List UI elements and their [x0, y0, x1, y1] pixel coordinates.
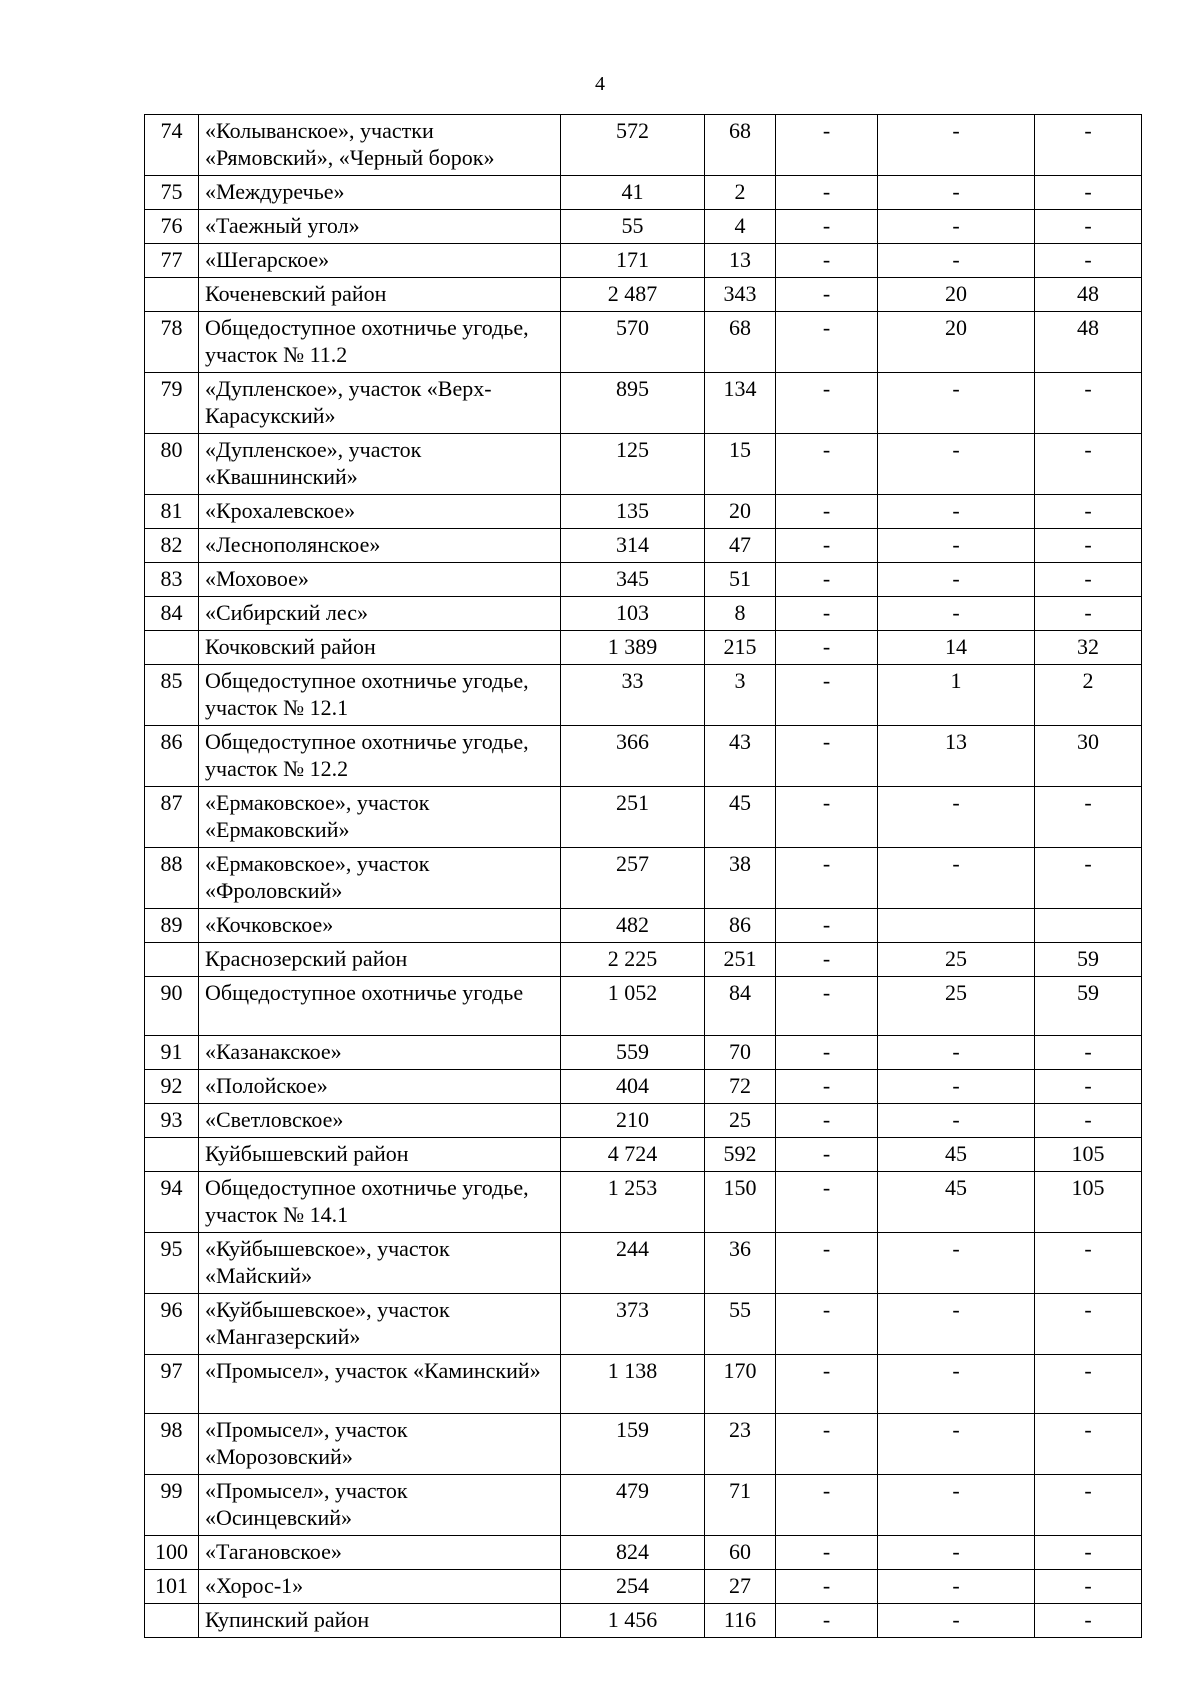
value-cell-1: 1 389 [561, 631, 705, 665]
page-number: 4 [595, 73, 605, 95]
value-cell-3: - [776, 176, 878, 210]
district-total-row [145, 1604, 1142, 1638]
value-cell-2: 343 [705, 278, 776, 312]
value-cell-3: - [776, 1536, 878, 1570]
value-cell-1: 479 [561, 1475, 705, 1536]
value-cell-2: 45 [705, 787, 776, 848]
value-cell-3: - [776, 943, 878, 977]
hunting-ground-name-cell: «Промысел», участок «Каминский» [199, 1355, 561, 1414]
value-cell-2: 2 [705, 176, 776, 210]
value-cell-5: - [1035, 1294, 1142, 1355]
value-cell-3: - [776, 1070, 878, 1104]
value-cell-4: - [878, 1570, 1035, 1604]
value-cell-2: 36 [705, 1233, 776, 1294]
table-row [145, 787, 1142, 848]
row-number-cell: 82 [145, 529, 199, 563]
value-cell-2: 4 [705, 210, 776, 244]
value-cell-4: - [878, 1355, 1035, 1414]
value-cell-4: - [878, 1604, 1035, 1638]
value-cell-1: 251 [561, 787, 705, 848]
value-cell-4: 25 [878, 977, 1035, 1036]
value-cell-4: 13 [878, 726, 1035, 787]
value-cell-2: 43 [705, 726, 776, 787]
hunting-ground-name-cell: «Ермаковское», участок «Фроловский» [199, 848, 561, 909]
table-row [145, 495, 1142, 529]
value-cell-4: - [878, 1070, 1035, 1104]
row-number-cell: 89 [145, 909, 199, 943]
value-cell-3: - [776, 787, 878, 848]
value-cell-4: - [878, 495, 1035, 529]
hunting-ground-name-cell: «Моховое» [199, 563, 561, 597]
table-row [145, 373, 1142, 434]
value-cell-3: - [776, 1036, 878, 1070]
value-cell-1: 159 [561, 1414, 705, 1475]
row-number-cell: 83 [145, 563, 199, 597]
value-cell-5: 48 [1035, 278, 1142, 312]
value-cell-2: 25 [705, 1104, 776, 1138]
row-number-cell [145, 278, 199, 312]
value-cell-5: - [1035, 373, 1142, 434]
value-cell-2: 71 [705, 1475, 776, 1536]
row-number-cell: 76 [145, 210, 199, 244]
value-cell-1: 366 [561, 726, 705, 787]
value-cell-1: 171 [561, 244, 705, 278]
hunting-ground-name-cell: «Промысел», участок «Морозовский» [199, 1414, 561, 1475]
value-cell-5: - [1035, 563, 1142, 597]
value-cell-4: - [878, 1104, 1035, 1138]
value-cell-2: 3 [705, 665, 776, 726]
value-cell-2: 215 [705, 631, 776, 665]
hunting-ground-name-cell: Купинский район [199, 1604, 561, 1638]
value-cell-4: - [878, 1414, 1035, 1475]
hunting-ground-name-cell: Кочковский район [199, 631, 561, 665]
hunting-ground-name-cell: «Шегарское» [199, 244, 561, 278]
table-row [145, 1536, 1142, 1570]
value-cell-2: 55 [705, 1294, 776, 1355]
value-cell-2: 68 [705, 312, 776, 373]
value-cell-4: - [878, 244, 1035, 278]
table-row [145, 563, 1142, 597]
value-cell-1: 41 [561, 176, 705, 210]
value-cell-2: 84 [705, 977, 776, 1036]
table-row [145, 176, 1142, 210]
value-cell-1: 572 [561, 115, 705, 176]
district-total-row [145, 631, 1142, 665]
value-cell-5: 2 [1035, 665, 1142, 726]
value-cell-4: 1 [878, 665, 1035, 726]
hunting-ground-name-cell: «Сибирский лес» [199, 597, 561, 631]
value-cell-1: 314 [561, 529, 705, 563]
hunting-ground-name-cell: «Казанакское» [199, 1036, 561, 1070]
value-cell-2: 116 [705, 1604, 776, 1638]
table-row [145, 210, 1142, 244]
value-cell-4: - [878, 529, 1035, 563]
value-cell-2: 592 [705, 1138, 776, 1172]
value-cell-3: - [776, 1570, 878, 1604]
value-cell-4: 25 [878, 943, 1035, 977]
value-cell-2: 86 [705, 909, 776, 943]
hunting-ground-name-cell: Общедоступное охотничье угодье, участок № 12.2 [199, 726, 561, 787]
hunting-ground-name-cell: «Полойское» [199, 1070, 561, 1104]
table-row [145, 1233, 1142, 1294]
hunting-ground-name-cell: Куйбышевский район [199, 1138, 561, 1172]
value-cell-5: - [1035, 597, 1142, 631]
value-cell-4: - [878, 434, 1035, 495]
hunting-ground-name-cell: «Крохалевское» [199, 495, 561, 529]
hunting-ground-name-cell: «Междуречье» [199, 176, 561, 210]
table-row [145, 848, 1142, 909]
row-number-cell: 96 [145, 1294, 199, 1355]
value-cell-3: - [776, 1604, 878, 1638]
value-cell-3: - [776, 848, 878, 909]
row-number-cell [145, 1604, 199, 1638]
value-cell-2: 15 [705, 434, 776, 495]
value-cell-4: - [878, 1036, 1035, 1070]
value-cell-3: - [776, 977, 878, 1036]
hunting-ground-name-cell: «Леснополянское» [199, 529, 561, 563]
value-cell-5: 105 [1035, 1172, 1142, 1233]
value-cell-1: 404 [561, 1070, 705, 1104]
value-cell-1: 135 [561, 495, 705, 529]
value-cell-2: 51 [705, 563, 776, 597]
value-cell-4: - [878, 563, 1035, 597]
value-cell-5: - [1035, 1233, 1142, 1294]
value-cell-5: 59 [1035, 977, 1142, 1036]
value-cell-2: 72 [705, 1070, 776, 1104]
row-number-cell: 81 [145, 495, 199, 529]
row-number-cell: 77 [145, 244, 199, 278]
value-cell-4: - [878, 1294, 1035, 1355]
value-cell-2: 13 [705, 244, 776, 278]
row-number-cell: 90 [145, 977, 199, 1036]
value-cell-2: 60 [705, 1536, 776, 1570]
value-cell-3: - [776, 373, 878, 434]
value-cell-3: - [776, 1172, 878, 1233]
value-cell-1: 345 [561, 563, 705, 597]
hunting-ground-name-cell: «Кочковское» [199, 909, 561, 943]
row-number-cell: 92 [145, 1070, 199, 1104]
value-cell-1: 2 487 [561, 278, 705, 312]
hunting-ground-name-cell: «Дупленское», участок «Верх-Карасукский» [199, 373, 561, 434]
hunting-ground-name-cell: Краснозерский район [199, 943, 561, 977]
table-row [145, 1036, 1142, 1070]
row-number-cell: 85 [145, 665, 199, 726]
table-row [145, 312, 1142, 373]
value-cell-4: - [878, 848, 1035, 909]
value-cell-4: - [878, 1233, 1035, 1294]
value-cell-4: 14 [878, 631, 1035, 665]
value-cell-3: - [776, 631, 878, 665]
hunting-ground-name-cell: «Хорос-1» [199, 1570, 561, 1604]
value-cell-3: - [776, 1233, 878, 1294]
value-cell-2: 38 [705, 848, 776, 909]
row-number-cell: 75 [145, 176, 199, 210]
row-number-cell: 91 [145, 1036, 199, 1070]
value-cell-2: 170 [705, 1355, 776, 1414]
value-cell-1: 210 [561, 1104, 705, 1138]
row-number-cell [145, 1138, 199, 1172]
value-cell-1: 4 724 [561, 1138, 705, 1172]
value-cell-4: - [878, 1536, 1035, 1570]
value-cell-5: 32 [1035, 631, 1142, 665]
value-cell-5: - [1035, 210, 1142, 244]
value-cell-2: 20 [705, 495, 776, 529]
value-cell-1: 244 [561, 1233, 705, 1294]
hunting-ground-name-cell: Коченевский район [199, 278, 561, 312]
value-cell-1: 254 [561, 1570, 705, 1604]
value-cell-1: 257 [561, 848, 705, 909]
table-row [145, 1104, 1142, 1138]
row-number-cell: 97 [145, 1355, 199, 1414]
value-cell-5: - [1035, 1036, 1142, 1070]
row-number-cell: 93 [145, 1104, 199, 1138]
value-cell-1: 824 [561, 1536, 705, 1570]
value-cell-3: - [776, 495, 878, 529]
value-cell-1: 373 [561, 1294, 705, 1355]
value-cell-3: - [776, 563, 878, 597]
value-cell-5: - [1035, 1536, 1142, 1570]
value-cell-5: 105 [1035, 1138, 1142, 1172]
table-row [145, 597, 1142, 631]
value-cell-4: 45 [878, 1138, 1035, 1172]
value-cell-4: 20 [878, 312, 1035, 373]
value-cell-3: - [776, 278, 878, 312]
value-cell-5: - [1035, 1570, 1142, 1604]
table-row [145, 665, 1142, 726]
row-number-cell: 84 [145, 597, 199, 631]
value-cell-3: - [776, 665, 878, 726]
value-cell-5: - [1035, 495, 1142, 529]
value-cell-4: - [878, 176, 1035, 210]
value-cell-5: - [1035, 529, 1142, 563]
hunting-ground-name-cell: «Куйбышевское», участок «Майский» [199, 1233, 561, 1294]
table-row [145, 977, 1142, 1036]
hunting-ground-name-cell: «Колыванское», участки «Рямовский», «Черный борок» [199, 115, 561, 176]
value-cell-3: - [776, 1475, 878, 1536]
value-cell-1: 1 052 [561, 977, 705, 1036]
table-row [145, 1570, 1142, 1604]
value-cell-1: 1 138 [561, 1355, 705, 1414]
value-cell-5: 30 [1035, 726, 1142, 787]
table-row [145, 909, 1142, 943]
value-cell-2: 68 [705, 115, 776, 176]
value-cell-4: 45 [878, 1172, 1035, 1233]
value-cell-2: 70 [705, 1036, 776, 1070]
value-cell-1: 103 [561, 597, 705, 631]
value-cell-3: - [776, 210, 878, 244]
value-cell-4: - [878, 373, 1035, 434]
value-cell-5: 48 [1035, 312, 1142, 373]
value-cell-1: 55 [561, 210, 705, 244]
value-cell-1: 570 [561, 312, 705, 373]
row-number-cell: 74 [145, 115, 199, 176]
value-cell-2: 134 [705, 373, 776, 434]
value-cell-3: - [776, 312, 878, 373]
table-row [145, 434, 1142, 495]
value-cell-5: - [1035, 1475, 1142, 1536]
hunting-ground-name-cell: «Куйбышевское», участок «Мангазерский» [199, 1294, 561, 1355]
hunting-ground-name-cell: «Светловское» [199, 1104, 561, 1138]
value-cell-3: - [776, 1355, 878, 1414]
hunting-ground-name-cell: Общедоступное охотничье угодье, участок № 11.2 [199, 312, 561, 373]
row-number-cell: 95 [145, 1233, 199, 1294]
value-cell-3: - [776, 1138, 878, 1172]
value-cell-5: - [1035, 244, 1142, 278]
value-cell-4: - [878, 210, 1035, 244]
table-row [145, 244, 1142, 278]
value-cell-3: - [776, 244, 878, 278]
value-cell-2: 150 [705, 1172, 776, 1233]
value-cell-3: - [776, 597, 878, 631]
value-cell-1: 559 [561, 1036, 705, 1070]
value-cell-5: - [1035, 434, 1142, 495]
row-number-cell: 94 [145, 1172, 199, 1233]
hunting-grounds-table [144, 114, 1142, 1638]
table-row [145, 1172, 1142, 1233]
row-number-cell: 88 [145, 848, 199, 909]
table-row [145, 529, 1142, 563]
hunting-ground-name-cell: «Промысел», участок «Осинцевский» [199, 1475, 561, 1536]
value-cell-5: - [1035, 1104, 1142, 1138]
value-cell-4: 20 [878, 278, 1035, 312]
value-cell-3: - [776, 434, 878, 495]
table-body [145, 115, 1142, 1638]
value-cell-3: - [776, 529, 878, 563]
district-total-row [145, 278, 1142, 312]
table-row [145, 1294, 1142, 1355]
table-row [145, 1355, 1142, 1414]
row-number-cell: 78 [145, 312, 199, 373]
value-cell-4: - [878, 787, 1035, 848]
value-cell-5: - [1035, 1070, 1142, 1104]
value-cell-4: - [878, 1475, 1035, 1536]
district-total-row [145, 1138, 1142, 1172]
value-cell-1: 33 [561, 665, 705, 726]
value-cell-2: 8 [705, 597, 776, 631]
row-number-cell: 80 [145, 434, 199, 495]
value-cell-1: 895 [561, 373, 705, 434]
hunting-ground-name-cell: Общедоступное охотничье угодье [199, 977, 561, 1036]
table-row [145, 726, 1142, 787]
value-cell-5: - [1035, 1604, 1142, 1638]
value-cell-2: 251 [705, 943, 776, 977]
value-cell-4: - [878, 597, 1035, 631]
hunting-ground-name-cell: «Таежный угол» [199, 210, 561, 244]
value-cell-5: - [1035, 1355, 1142, 1414]
value-cell-3: - [776, 1104, 878, 1138]
value-cell-3: - [776, 1414, 878, 1475]
hunting-ground-name-cell: «Тагановское» [199, 1536, 561, 1570]
hunting-ground-name-cell: Общедоступное охотничье угодье, участок № 14.1 [199, 1172, 561, 1233]
value-cell-2: 27 [705, 1570, 776, 1604]
value-cell-4: - [878, 115, 1035, 176]
value-cell-5: - [1035, 1414, 1142, 1475]
value-cell-5: 59 [1035, 943, 1142, 977]
hunting-ground-name-cell: Общедоступное охотничье угодье, участок № 12.1 [199, 665, 561, 726]
value-cell-1: 1 456 [561, 1604, 705, 1638]
value-cell-3: - [776, 1294, 878, 1355]
value-cell-1: 125 [561, 434, 705, 495]
row-number-cell: 79 [145, 373, 199, 434]
value-cell-5: - [1035, 115, 1142, 176]
district-total-row [145, 943, 1142, 977]
value-cell-1: 482 [561, 909, 705, 943]
value-cell-3: - [776, 909, 878, 943]
table-row [145, 115, 1142, 176]
row-number-cell: 87 [145, 787, 199, 848]
row-number-cell [145, 631, 199, 665]
row-number-cell [145, 943, 199, 977]
hunting-ground-name-cell: «Ермаковское», участок «Ермаковский» [199, 787, 561, 848]
value-cell-1: 2 225 [561, 943, 705, 977]
value-cell-1: 1 253 [561, 1172, 705, 1233]
row-number-cell: 100 [145, 1536, 199, 1570]
row-number-cell: 98 [145, 1414, 199, 1475]
value-cell-5: - [1035, 176, 1142, 210]
row-number-cell: 86 [145, 726, 199, 787]
value-cell-5: - [1035, 787, 1142, 848]
value-cell-5: - [1035, 848, 1142, 909]
value-cell-2: 23 [705, 1414, 776, 1475]
value-cell-2: 47 [705, 529, 776, 563]
row-number-cell: 101 [145, 1570, 199, 1604]
value-cell-4 [878, 909, 1035, 943]
table-row [145, 1475, 1142, 1536]
value-cell-5 [1035, 909, 1142, 943]
table-row [145, 1070, 1142, 1104]
table-row [145, 1414, 1142, 1475]
hunting-ground-name-cell: «Дупленское», участок «Квашнинский» [199, 434, 561, 495]
value-cell-3: - [776, 726, 878, 787]
row-number-cell: 99 [145, 1475, 199, 1536]
value-cell-3: - [776, 115, 878, 176]
